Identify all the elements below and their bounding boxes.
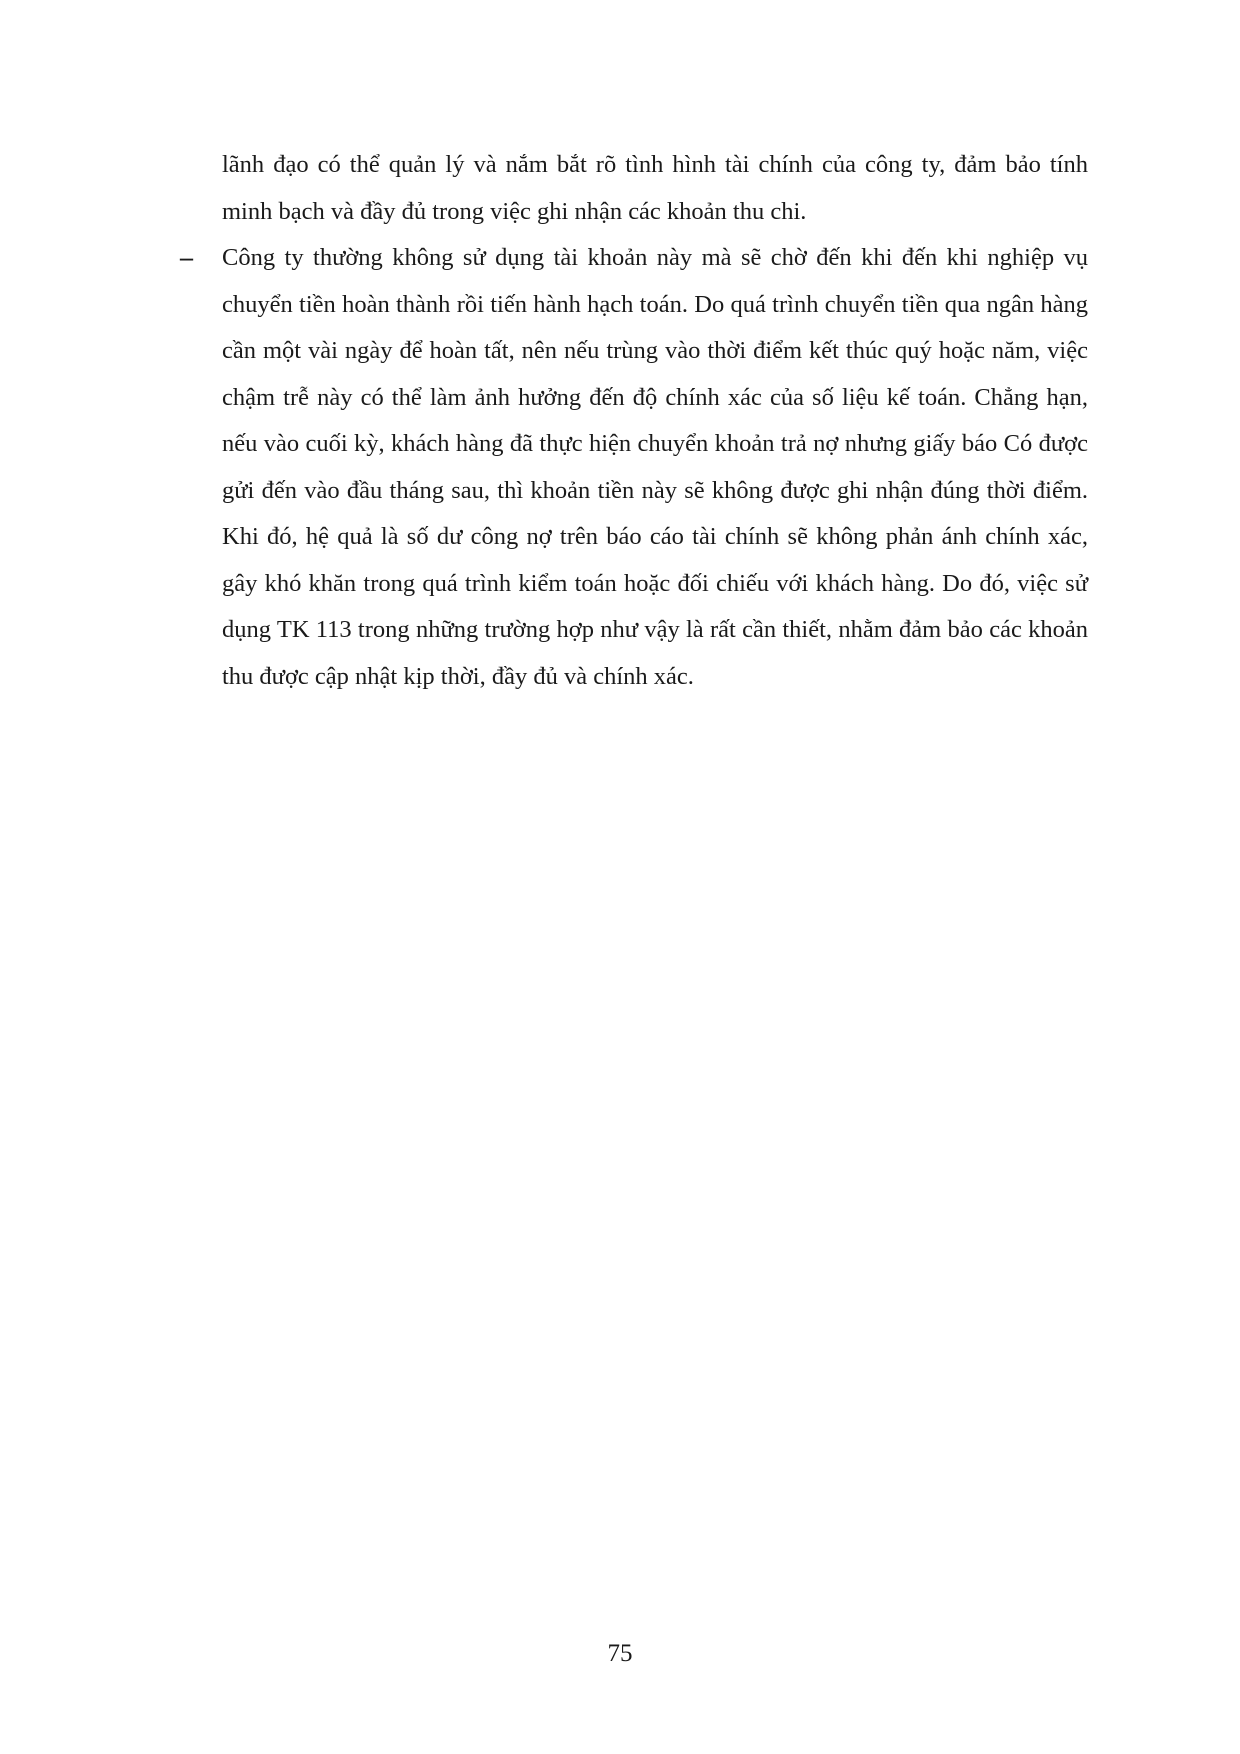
- bullet-paragraph: Công ty thường không sử dụng tài khoản này mà sẽ chờ đến khi đến khi nghiệp vụ chuyển tiền hoàn thành rồi tiến hành hạch toán. Do quá trình chuyển tiền qua ngân hàng cần một vài ngày để hoàn tất, nên nếu trùng vào thời điểm kết thúc quý hoặc năm, việc chậm trễ này có thể làm ảnh hưởng đến độ chính xác của số liệu kế toán. Chẳng hạn, nếu vào cuối kỳ, khách hàng đã thực hiện chuyển khoản trả nợ nhưng giấy báo Có được gửi đến vào đầu tháng sau, thì khoản tiền này sẽ không được ghi nhận đúng thời điểm. Khi đó, hệ quả là số dư công nợ trên báo cáo tài chính sẽ không phản ánh chính xác, gây khó khăn trong quá trình kiểm toán hoặc đối chiếu với khách hàng. Do đó, việc sử dụng TK 113 trong những trường hợp như vậy là rất cần thiết, nhằm đảm bảo các khoản thu được cập nhật kịp thời, đầy đủ và chính xác.: [222, 244, 1088, 690]
- continuation-paragraph: lãnh đạo có thể quản lý và nắm bắt rõ tình hình tài chính của công ty, đảm bảo tính minh bạch và đầy đủ trong việc ghi nhận các khoản thu chi.: [222, 151, 1088, 225]
- dash-bullet-icon: –: [180, 243, 193, 272]
- page-body: [180, 142, 1088, 700]
- page-number: 75: [607, 1640, 633, 1667]
- bullet-item: [180, 235, 1088, 700]
